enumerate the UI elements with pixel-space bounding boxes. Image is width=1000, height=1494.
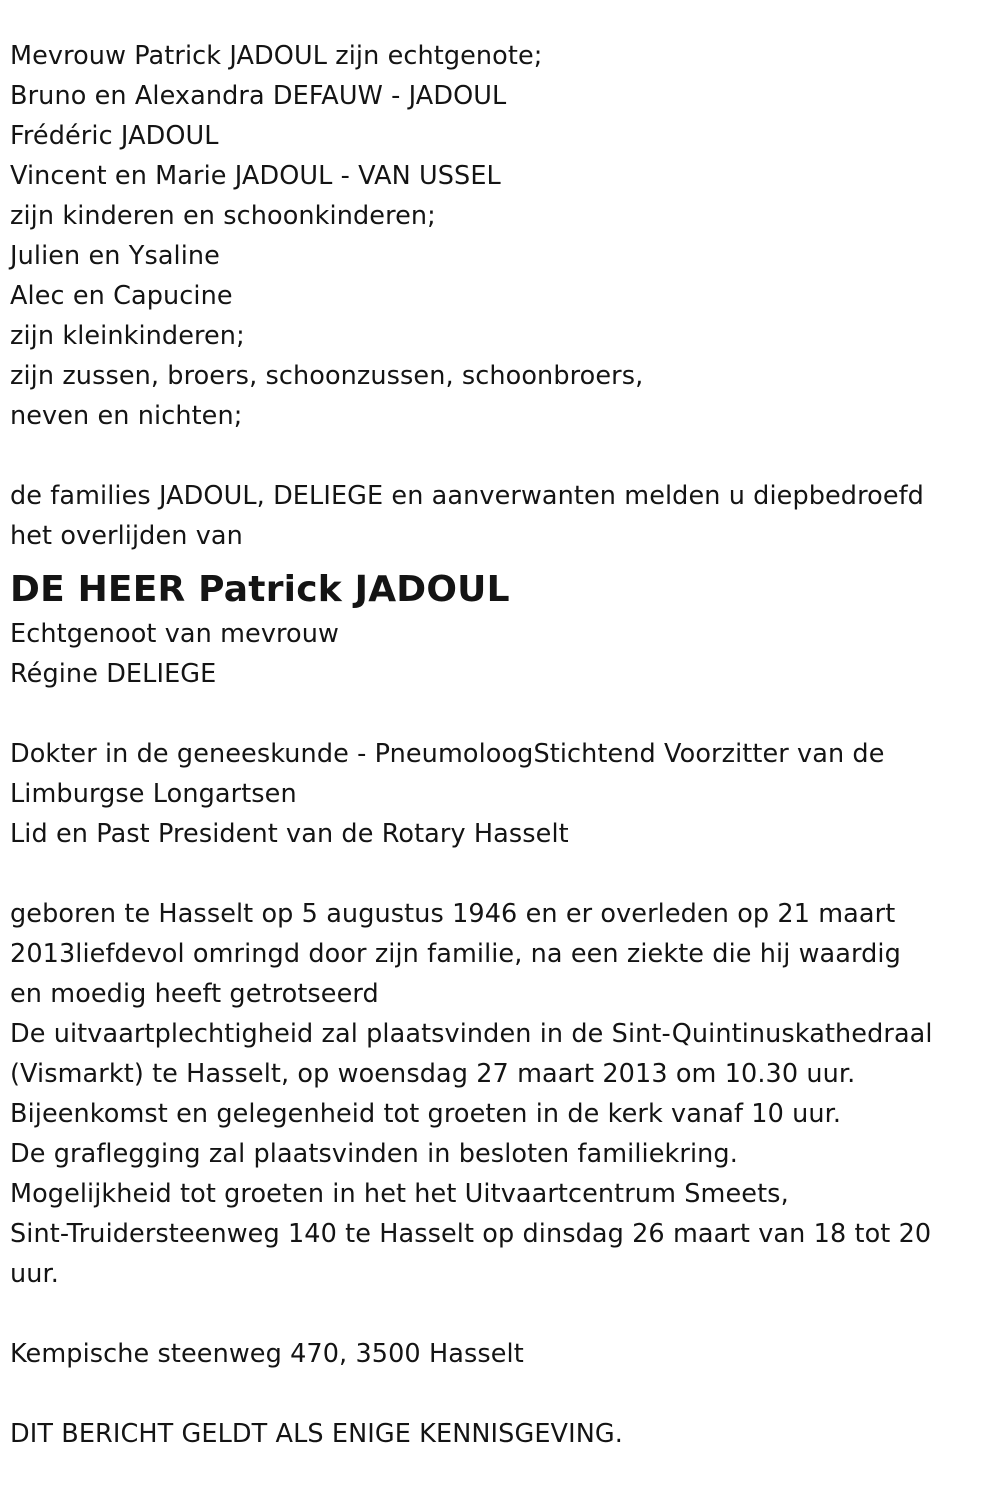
deceased-section (10, 566, 990, 694)
obituary-notice (10, 36, 990, 1454)
details-line: Bijeenkomst en gelegenheid tot groeten in de kerk vanaf 10 uur. (10, 1099, 842, 1129)
details-section (10, 894, 990, 1294)
details-line: (Vismarkt) te Hasselt, op woensdag 27 maart 2013 om 10.30 uur. (10, 1059, 856, 1089)
profession-line: Lid en Past President van de Rotary Hasselt (10, 819, 569, 849)
spacer (10, 436, 990, 476)
details-line: De uitvaartplechtigheid zal plaatsvinden in de Sint-Quintinuskathedraal (10, 1019, 933, 1049)
profession-line: Dokter in de geneeskunde - PneumoloogStichtend Voorzitter van de (10, 739, 885, 769)
family-line: Bruno en Alexandra DEFAUW - JADOUL (10, 81, 507, 111)
spacer (10, 1294, 990, 1334)
family-line: zijn kleinkinderen; (10, 321, 245, 351)
family-line: Julien en Ysaline (10, 241, 220, 271)
spacer (10, 854, 990, 894)
home-address: Kempische steenweg 470, 3500 Hasselt (10, 1339, 524, 1369)
deceased-name: DE HEER Patrick JADOUL (10, 569, 510, 610)
family-line: Vincent en Marie JADOUL - VAN USSEL (10, 161, 501, 191)
family-section (10, 36, 990, 436)
details-line: geboren te Hasselt op 5 augustus 1946 en er overleden op 21 maart (10, 899, 896, 929)
details-line: uur. (10, 1259, 59, 1289)
family-line: zijn kinderen en schoonkinderen; (10, 201, 436, 231)
family-line: neven en nichten; (10, 401, 243, 431)
details-line: Sint-Truidersteenweg 140 te Hasselt op dinsdag 26 maart van 18 tot 20 (10, 1219, 932, 1249)
family-line: Frédéric JADOUL (10, 121, 219, 151)
profession-section (10, 734, 990, 854)
profession-line: Limburgse Longartsen (10, 779, 297, 809)
details-line: De graflegging zal plaatsvinden in besloten familiekring. (10, 1139, 738, 1169)
spacer (10, 1374, 990, 1414)
announcement-line: het overlijden van (10, 521, 243, 551)
footer-notice: DIT BERICHT GELDT ALS ENIGE KENNISGEVING. (10, 1419, 623, 1449)
details-line: 2013liefdevol omringd door zijn familie, na een ziekte die hij waardig (10, 939, 901, 969)
family-line: Alec en Capucine (10, 281, 233, 311)
family-line: Mevrouw Patrick JADOUL zijn echtgenote; (10, 41, 543, 71)
details-line: en moedig heeft getrotseerd (10, 979, 379, 1009)
announcement-section (10, 476, 990, 556)
details-line: Mogelijkheid tot groeten in het het Uitvaartcentrum Smeets, (10, 1179, 789, 1209)
family-line: zijn zussen, broers, schoonzussen, schoonbroers, (10, 361, 644, 391)
announcement-line: de families JADOUL, DELIEGE en aanverwanten melden u diepbedroefd (10, 481, 924, 511)
spouse-line: Echtgenoot van mevrouw (10, 619, 339, 649)
spacer (10, 694, 990, 734)
spouse-line: Régine DELIEGE (10, 659, 217, 689)
